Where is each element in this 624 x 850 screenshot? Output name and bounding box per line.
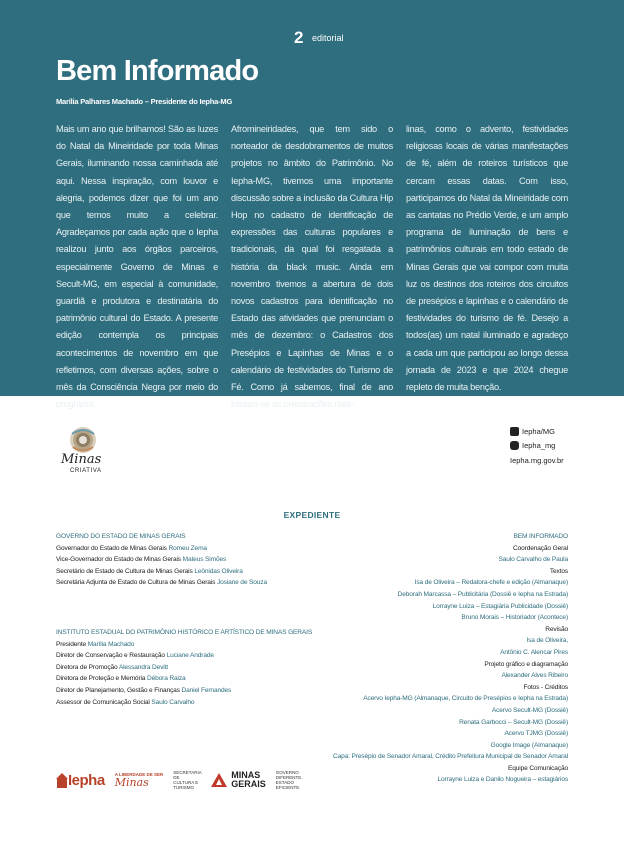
instituto-heading: INSTITUTO ESTADUAL DO PATRIMÔNIO HISTÓRICO E ARTÍSTICO DE MINAS GERAIS [56, 629, 313, 636]
bem-informado-credits [333, 531, 568, 786]
credit-line: Diretor de Planejamento, Gestão e Finanças Daniel Fernandes [56, 686, 232, 694]
credit-line: Deborah Marcassa – Publicitária (Dossiê e Iepha na Estrada) [397, 590, 568, 598]
expediente-title: EXPEDIENTE [283, 510, 341, 520]
credit-line: Isa de Oliveira – Redatora-chefe e edição (Almanaque) [414, 579, 568, 587]
criativa-text: CRIATIVA [70, 468, 102, 474]
credit-line: Renata Garbocci – Secult-MG (Dossiê) [459, 718, 568, 726]
credit-line: Secretário de Estado de Cultura de Minas Gerais Leônidas Oliveira [56, 567, 243, 575]
credit-line: Coordenação Geral [513, 544, 568, 552]
credit-line: Acervo TJMG (Dossiê) [504, 730, 568, 738]
minas-gerais-logo: MINAS GERAIS [211, 771, 266, 789]
credit-line: Revisão [545, 625, 568, 633]
iepha-text: Iepha [68, 771, 105, 789]
minas-criativa-logo [56, 424, 120, 480]
credit-line: Saulo Carvalho de Paula [498, 556, 568, 564]
iepha-logo [56, 772, 105, 789]
header-banner [0, 0, 624, 410]
credit-line: Alexander Alves Ribeiro [501, 672, 568, 680]
footer-logos [56, 770, 302, 790]
governo-heading: GOVERNO DO ESTADO DE MINAS GERAIS [56, 533, 186, 540]
instagram-handle: Iepha_mg [522, 440, 556, 450]
credit-line: Textos [549, 567, 568, 575]
governo-credits [56, 531, 267, 589]
facebook-link[interactable] [510, 424, 564, 438]
website-url: Iepha.mg.gov.br [510, 455, 564, 465]
credit-line: Vice-Governador do Estado de Minas Gerais Mateus Simões [56, 556, 227, 564]
credit-line: Diretor de Conservação e Restauração Luciane Andrade [56, 652, 214, 660]
credit-line: BEM INFORMADO [513, 533, 568, 540]
credit-line: Google Image (Almanaque) [490, 741, 568, 749]
credit-line: Lorrayne Luiza e Danilo Nogueira – estagiários [437, 776, 568, 784]
credit-line: Assessor de Comunicação Social Saulo Carvalho [56, 698, 195, 706]
liberdade-logo: A LIBERDADE DE SER Minas [114, 772, 164, 789]
credit-line: Acervo Secult-MG (Dossiê) [491, 706, 568, 714]
credit-line: Secretária Adjunta de Estado de Cultura de Minas Gerais Josiane de Souza [56, 579, 267, 587]
article-column-2: Afromineiridades, que tem sido o norteador de desdobramentos de muitos projetos no âmbito do Patrimônio. No Iepha-MG, tivemos uma importante discussão sobre a inclusão da Cultura Hip Hop no cadastro de identificação de expressões das culturas populares e tradicionais, da qual foi resgatada a história da black music. Ainda em novembro tivemos a abertura de dois novos cadastros para identificação no Estado das atividades que prenunciam o mês de dezembro: o Cadastros dos Presépios e Lapinhas de Minas e o calendário de festividades do Turismo de Fé. Como já sabemos, final de ano iniciam-se as preparações nata- [231, 124, 393, 410]
credit-line: Diretora de Proteção e Memória Débora Raiza [56, 675, 186, 683]
article-column-1: Mais um ano que brilhamos! São as luzes do Natal da Mineiridade por toda Minas Gerais, iluminando nossa caminhada até aqui. Nessa inspiração, com louvor e alegria, podemos dizer que foi um ano que temos muito a celebrar. Agradeçamos por cada ação que o Iepha realizou junto aos órgãos parceiros, especialmente Governo de Minas e Secult-MG, em especial à comunidade, guardiã e produtora e destinatária do patrimônio cultural do Estado. A presente edição contempla os principais acontecimentos de novembro em que refletimos, com diversas ações, sobre o mês da Consciência Negra por meio do programa [56, 124, 218, 410]
credit-line: Bruno Morais – Historiador (Acontece) [461, 614, 568, 622]
credit-line: Governador do Estado de Minas Gerais Romeu Zema [56, 544, 207, 552]
credit-line: Presidente Marília Machado [56, 640, 135, 648]
instituto-credits [56, 627, 312, 708]
credit-line: Antônio C. Alencar Pires [500, 648, 568, 656]
article-title: Bem Informado [56, 55, 259, 87]
minas-criativa-text: Minas [61, 452, 102, 467]
website-link[interactable] [510, 453, 564, 467]
credit-line: Capa: Presépio de Senador Amaral, Crédito Prefeitura Municipal de Senador Amaral [332, 753, 568, 761]
credit-line: Isa de Oliveira, [526, 637, 568, 645]
instagram-icon [510, 441, 519, 450]
section-label: editorial [312, 33, 344, 43]
social-links [510, 424, 564, 467]
facebook-icon [510, 427, 519, 436]
credit-line: Projeto gráfico e diagramação [484, 660, 568, 668]
facebook-handle: Iepha/MG [522, 426, 555, 436]
governo-diferente-logo: GOVERNO DIFERENTE. ESTADO EFICIENTE. [275, 770, 303, 790]
page-number: 2 [294, 28, 304, 47]
secretaria-logo: SECRETARIA DE CULTURA E TURISMO [173, 770, 202, 790]
credit-line: Lorrayne Luiza – Estagiária Publicidade (Dossiê) [432, 602, 568, 610]
iepha-building-icon [56, 772, 68, 788]
article-byline: Marília Palhares Machado – Presidente do Iepha-MG [56, 97, 233, 106]
credit-line: Acervo Iepha-MG (Almanaque, Circuito de Presépios e Iepha na Estrada) [363, 695, 568, 703]
credit-line: Diretora de Promoção Alessandra Devitt [56, 663, 168, 671]
triangle-icon [211, 773, 227, 787]
instagram-link[interactable] [510, 438, 564, 452]
article-column-3: linas, como o advento, festividades religiosas locais de várias manifestações de fé, além de roteiros turísticos que cercam essas datas. Com isso, participamos do Natal da Mineiridade com as cantatas no Prédio Verde, e um amplo programa de iluminação de bens e patrimônios culturais em todo estado de Minas Gerais que vai compor com muita luz os destinos dos roteiros dos circuitos de presépios e lapinhas e o calendário de festividades do turismo de fé. Desejo a todos(as) um natal iluminado e agradeço a cada um que participou ao longo dessa jornada de 2023 e que 2024 chegue repleto de muita benção. [406, 124, 568, 393]
credit-line: Fotos - Créditos [523, 683, 568, 691]
credit-line: Equipe Comunicação [508, 764, 568, 772]
